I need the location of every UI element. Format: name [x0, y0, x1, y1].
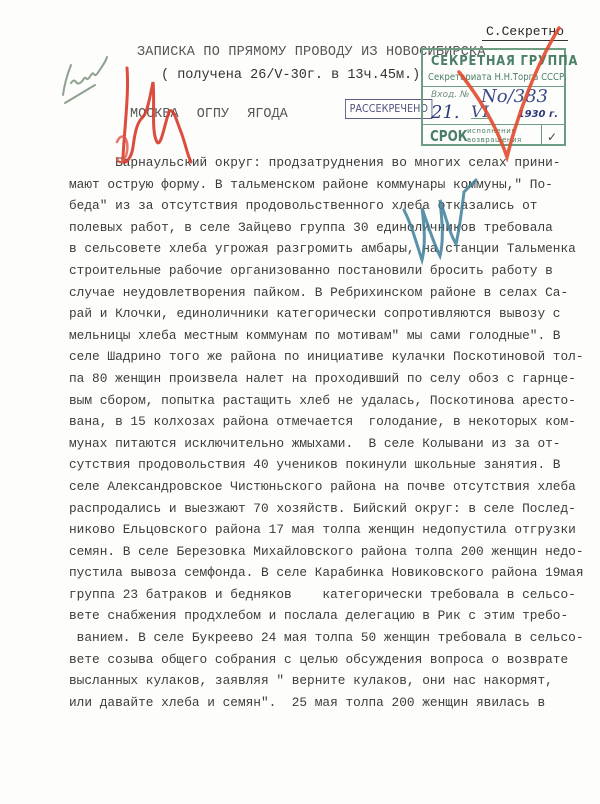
- margin-note-handwriting: [55, 35, 115, 110]
- document-body: [69, 152, 584, 713]
- stamp-deadline-note-2: возвращения: [467, 136, 522, 144]
- stamp-year: 1930 г.: [517, 109, 558, 120]
- stamp-date-month: VI: [471, 102, 489, 121]
- addressee-line: МОСКВА ОГПУ ЯГОДА: [130, 107, 288, 122]
- stamp-incoming-label: Вход. №: [431, 90, 470, 100]
- body-line: Барнаульский округ: продзатруднения во многих селах прини-: [69, 155, 561, 170]
- body-line: ванием. В селе Букреево 24 мая толпа 50 женщин требовала в сельсо-: [69, 630, 584, 646]
- checkmark-icon: ✓: [547, 130, 558, 144]
- secret-group-stamp: [421, 48, 579, 146]
- received-timestamp: ( получена 26/V-30г. в 13ч.45м.): [161, 68, 421, 83]
- document-title: ЗАПИСКА ПО ПРЯМОМУ ПРОВОДУ ИЗ НОВОСИБИРСКА: [137, 45, 486, 60]
- classification-mark: С.Секретно: [482, 24, 568, 41]
- body-line: семян. В селе Березовка Михайловского района толпа 200 женщин недо-: [69, 543, 584, 559]
- stamp-divider: [541, 124, 542, 144]
- body-line: полевых работ, в селе Зайцево группа 30 единоличников требовала: [69, 219, 553, 235]
- body-line: рай и Клочки, единоличники категорически сопротивляются вывозу с: [69, 306, 561, 322]
- body-line: беда" из за отсутствия продовольственного хлеба отказались от: [69, 198, 538, 214]
- body-line: мают острую форму. В тальменском районе коммунары коммуны," По-: [69, 176, 553, 192]
- stamp-subtitle: Секретариата Н.Н.Торга СССР.: [428, 72, 567, 83]
- body-line: селе Шадрино того же района по инициативе кулачки Поскотиновой тол-: [69, 349, 584, 365]
- stamp-deadline-note-1: исполнения: [467, 127, 516, 135]
- body-line: вете созыва общего собрания с целью обсуждения вопроса о возврате: [69, 651, 569, 667]
- body-line: высланных кулаков, заявляя " верните кулаков, они нас накормят,: [69, 673, 553, 689]
- stamp-divider: [423, 124, 564, 125]
- body-line: в сельсовете хлеба угрожая разгромить амбары, на станции Тальменка: [69, 241, 576, 257]
- stamp-registration-number: No/383: [481, 86, 549, 107]
- body-line: вана, в 15 колхозах района отмечается голодание, в некоторых ком-: [69, 414, 576, 430]
- body-line: пустила вывоза семфонда. В селе Карабинка Новиковского района 19мая: [69, 565, 584, 581]
- body-line: случае неудовлетворения пайком. В Ребрихинском районе в селах Са-: [69, 284, 569, 300]
- body-line: или давайте хлеба и семян". 25 мая толпа 200 женщин явилась в: [69, 694, 546, 710]
- stamp-title: СЕКРЕТНАЯ ГРУППА: [431, 53, 579, 69]
- body-line: вете снабжения продхлебом и послала делегацию в Рик с этим требо-: [69, 608, 569, 624]
- body-line: мельницы хлеба местным коммунам по мотивам" мы сами голодные". В: [69, 327, 561, 343]
- body-line: группа 23 батраков и бедняков категорически требовала в сельсо-: [69, 586, 576, 602]
- stamp-deadline-label: СРОК: [430, 127, 468, 145]
- body-line: па 80 женщин произвела налет на проходивший по селу обоз с гарнце-: [69, 370, 576, 386]
- declassified-stamp: РАССЕКРЕЧЕНО: [345, 99, 433, 119]
- stamp-date-day: 21.: [431, 102, 460, 123]
- body-line: строительные рабочие организованно постановили бросить работу в: [69, 262, 553, 278]
- body-line: вым сбором, попытка растащить хлеб не удалась, Поскотинова аресто-: [69, 392, 576, 408]
- body-line: распродались и выезжают 70 хозяйств. Бийский округ: в селе Послед-: [69, 500, 576, 516]
- body-line: сутствия продовольствия 40 учеников покинули школьные занятия. В: [69, 457, 561, 473]
- body-line: мунах питаются исключительно жмыхами. В селе Колывани из за от-: [69, 435, 561, 451]
- body-line: селе Александровское Чистюньского района на почве отсутствия хлеба: [69, 478, 576, 494]
- stamp-deadline-note: [467, 127, 522, 145]
- body-line: никово Ельцовского района 17 мая толпа женщин недопустила отгрузки: [69, 522, 576, 538]
